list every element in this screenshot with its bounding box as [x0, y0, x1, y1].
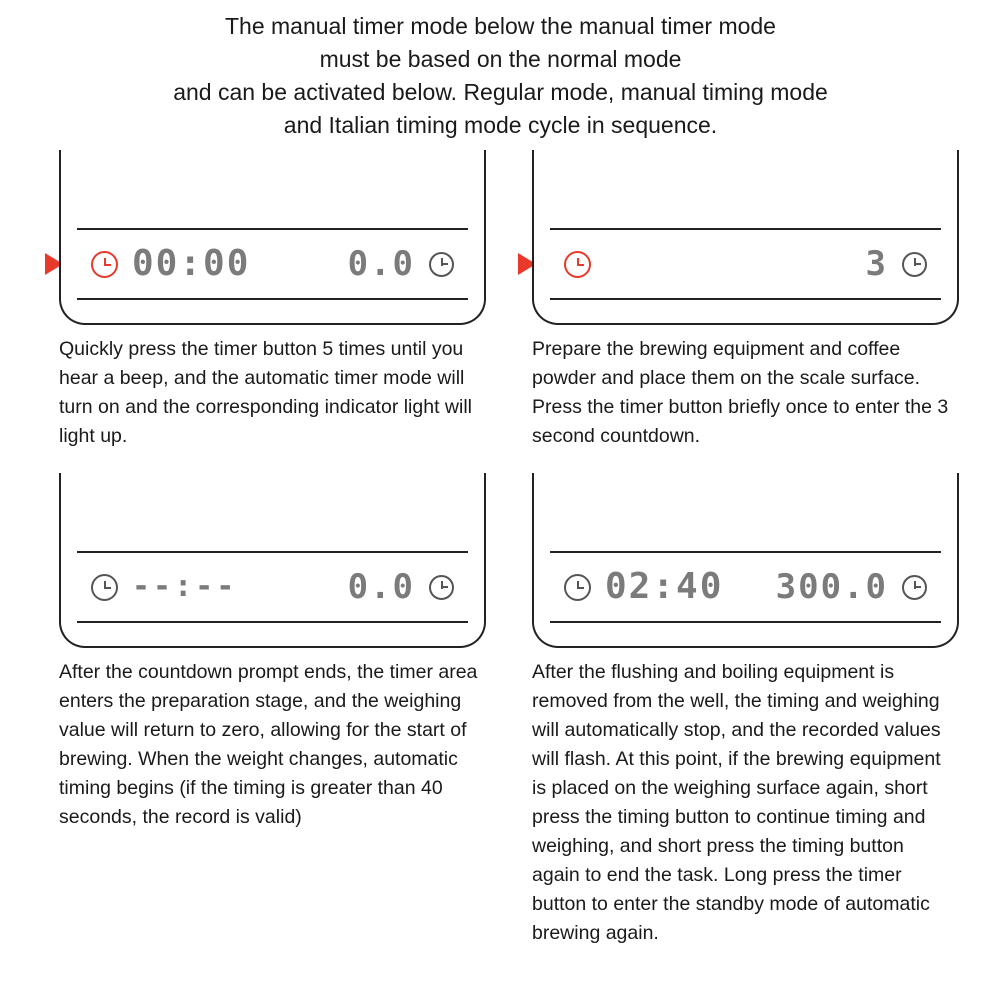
scale-clock-icon — [429, 575, 454, 600]
timer-value: 02:40 — [605, 566, 724, 607]
scale-clock-icon — [902, 575, 927, 600]
panel-3 — [45, 473, 486, 832]
clock-icon — [564, 251, 591, 278]
scale-clock-icon — [902, 252, 927, 277]
device-body — [532, 150, 959, 325]
panel-grid — [45, 150, 960, 948]
heading-line-2: must be based on the normal mode — [319, 46, 682, 72]
device-body — [59, 473, 486, 648]
display-screen — [77, 228, 468, 300]
device-body — [59, 150, 486, 325]
display-screen — [550, 551, 941, 623]
heading-line-1: The manual timer mode below the manual timer mode — [225, 13, 776, 39]
heading-line-4: and Italian timing mode cycle in sequence. — [283, 112, 718, 138]
weight-value: 3 — [865, 244, 888, 284]
panel-row-2 — [45, 473, 960, 948]
timer-value: --:-- — [132, 569, 238, 604]
panel-1 — [45, 150, 486, 451]
panel-caption: Prepare the brewing equipment and coffee powder and place them on the scale surface. Press the timer button briefly once to enter the 3 second countdown. — [532, 338, 949, 447]
panel-caption: After the flushing and boiling equipment is removed from the well, the timing and weighing will automatically stop, and the recorded values will flash. At this point, if the brewing equipment is placed on the weighing surface again, short press the timing button to continue timing and weighing, and short press the timing button again to end the task. Long press the timer button to enter the standby mode of automatic brewing again. — [532, 661, 941, 944]
scale-device-2 — [518, 150, 959, 325]
clock-icon — [91, 574, 118, 601]
weight-value: 0.0 — [347, 567, 415, 607]
panel-caption: Quickly press the timer button 5 times until you hear a beep, and the automatic timer mode will turn on and the corresponding indicator light will light up. — [59, 338, 472, 447]
clock-icon — [564, 574, 591, 601]
panel-caption: After the countdown prompt ends, the timer area enters the preparation stage, and the weighing value will return to zero, allowing for the start of brewing. When the weight changes, automatic timing begins (if the timing is greater than 40 seconds, the record is valid) — [59, 661, 478, 828]
scale-device-1 — [45, 150, 486, 325]
scale-device-3 — [45, 473, 486, 648]
panel-4 — [518, 473, 959, 948]
display-screen — [77, 551, 468, 623]
display-screen — [550, 228, 941, 300]
scale-device-4 — [518, 473, 959, 648]
timer-value: 00:00 — [132, 243, 251, 284]
weight-value: 300.0 — [775, 567, 888, 607]
device-body — [532, 473, 959, 648]
weight-value: 0.0 — [347, 244, 415, 284]
clock-icon — [91, 251, 118, 278]
panel-row-1 — [45, 150, 960, 451]
scale-clock-icon — [429, 252, 454, 277]
panel-2 — [518, 150, 959, 451]
instruction-heading — [0, 0, 1001, 142]
heading-line-3: and can be activated below. Regular mode, manual timing mode — [173, 79, 828, 105]
